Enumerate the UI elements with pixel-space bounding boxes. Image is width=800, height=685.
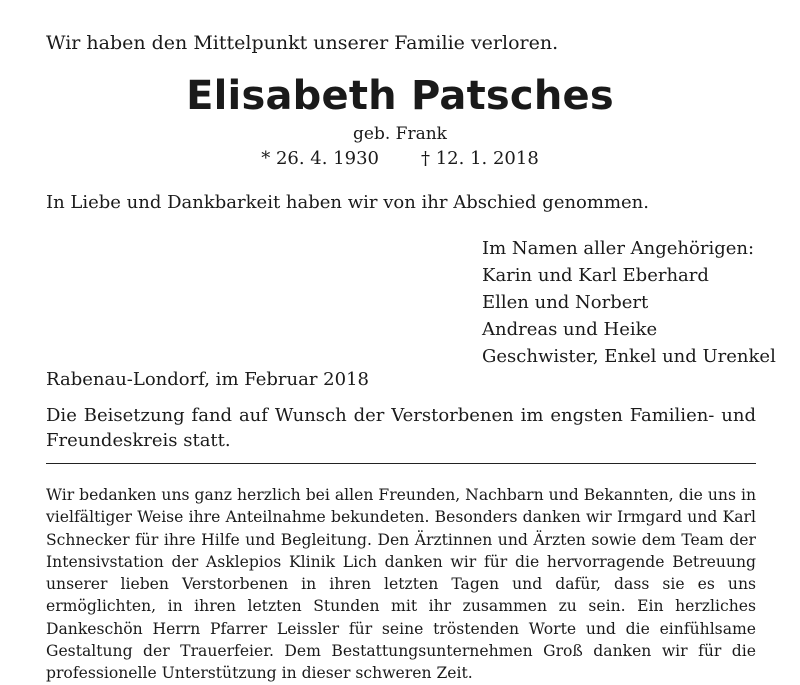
intro-text: Wir haben den Mittelpunkt unserer Familie verloren. <box>46 32 559 54</box>
deceased-name: Elisabeth Patsches <box>186 73 614 119</box>
thanks-paragraph: Wir bedanken uns ganz herzlich bei allen Freunden, Nachbarn und Bekannten, die uns in vielfältiger Weise ihre Anteilnahme bekundeten. Besonders danken wir Irmgard und Karl Schnecker für ihre Hilfe und Begleitung. Den Ärztinnen und Ärzten sowie dem Team der Intensivstation der Asklepios Klinik Lich danken wir für die hervorragende Betreuung unserer lieben Verstorbenen in ihren letzten Tagen und dafür, dass sie es uns ermöglichten, in ihren letzten Stunden mit ihr zusammen zu sein. Ein herzliches Dankeschön Herrn Pfarrer Leissler für seine tröstenden Worte und die einfühlsame Gestaltung der Trauerfeier. Dem Bestattungsunternehmen Groß danken wir für die professionelle Unterstützung in dieser schweren Zeit. <box>46 486 756 683</box>
mourner-line: Andreas und Heike <box>482 319 658 340</box>
life-dates <box>0 148 800 169</box>
divider-line <box>46 463 756 464</box>
mourner-line: Ellen und Norbert <box>482 292 649 313</box>
mourner-line: Geschwister, Enkel und Urenkel <box>482 346 776 367</box>
death-date: † 12. 1. 2018 <box>421 148 539 169</box>
mourner-line: Karin und Karl Eberhard <box>482 265 709 286</box>
birth-name: geb. Frank <box>353 124 447 144</box>
mourners-heading: Im Namen aller Angehörigen: <box>482 238 755 259</box>
birth-date: * 26. 4. 1930 <box>261 148 379 169</box>
funeral-info: Die Beisetzung fand auf Wunsch der Verstorbenen im engsten Familien- und Freundeskreis statt. <box>46 405 756 451</box>
farewell-text: In Liebe und Dankbarkeit haben wir von ihr Abschied genommen. <box>46 192 649 213</box>
place-date: Rabenau-Londorf, im Februar 2018 <box>46 369 369 390</box>
mourners-block <box>482 235 776 370</box>
